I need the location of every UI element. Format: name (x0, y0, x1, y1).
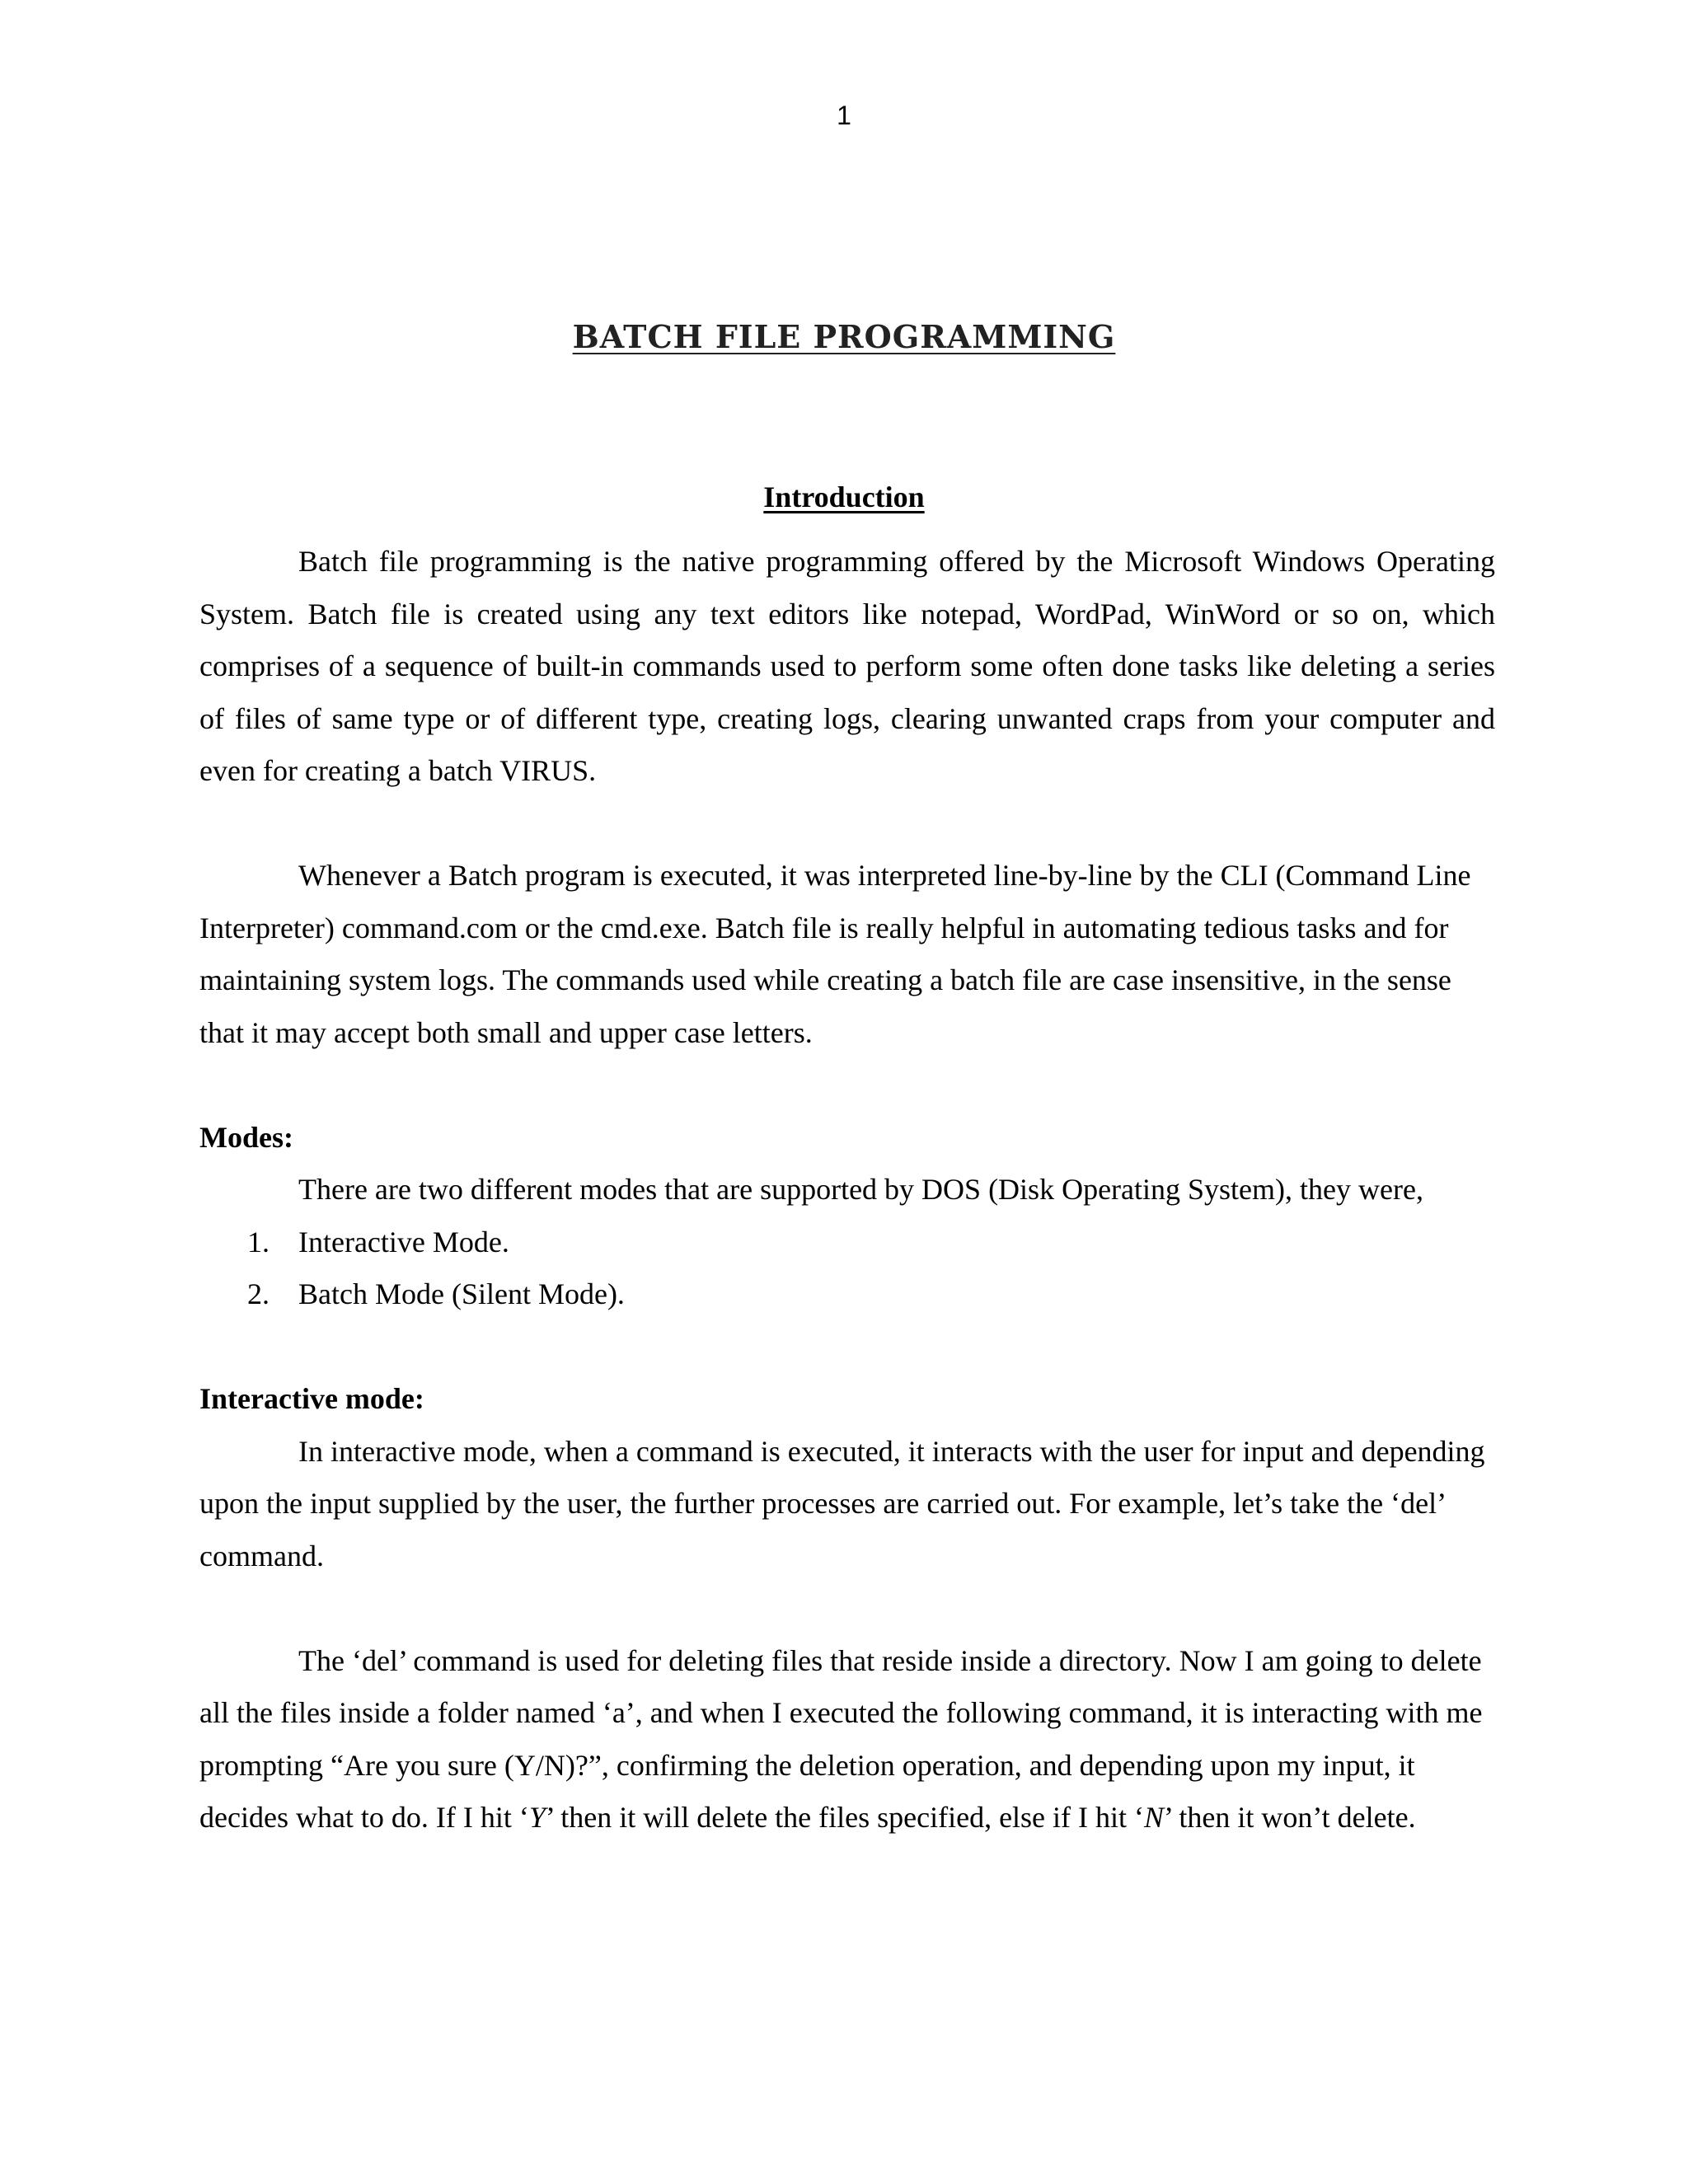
list-item-number: 1. (247, 1225, 270, 1258)
list-item-text: Batch Mode (Silent Mode). (298, 1277, 625, 1310)
modes-list (199, 1216, 1495, 1321)
page-number: 1 (837, 101, 851, 130)
spacer (199, 1059, 1495, 1112)
interactive-mode-paragraph-1: In interactive mode, when a command is executed, it interacts with the user for input and depending upon the input supplied by the user, the further processes are carried out. For example, let’s take the ‘del’ command. (199, 1434, 1485, 1572)
list-item-number: 2. (247, 1277, 270, 1310)
interactive-mode-paragraph-2 (199, 1635, 1495, 1844)
modes-intro: There are two different modes that are supported by DOS (Disk Operating System), they were, (298, 1173, 1423, 1206)
key-no: N (1144, 1801, 1165, 1834)
modes-heading: Modes: (199, 1120, 293, 1154)
paragraph-text: ’ then it won’t delete. (1164, 1801, 1416, 1834)
spacer (199, 1321, 1495, 1374)
document-body (199, 536, 1495, 1844)
spacer (199, 1582, 1495, 1635)
spacer (199, 798, 1495, 851)
interactive-mode-heading: Interactive mode: (199, 1382, 424, 1415)
introduction-paragraph-1: Batch file programming is the native programming offered by the Microsoft Windows Operating System. Batch file is created using any text editors like notepad, WordPad, WinWord or so on, which comprises of a sequence of built-in commands used to perform some often done tasks like deleting a series of files of same type or of different type, creating logs, clearing unwanted craps from your computer and even for creating a batch VIRUS. (199, 545, 1495, 787)
introduction-paragraph-2: Whenever a Batch program is executed, it was interpreted line-by-line by the CLI (Command Line Interpreter) command.com or the cmd.exe. Batch file is really helpful in automating tedious tasks and for maintaining system logs. The commands used while creating a batch file are case insensitive, in the sense that it may accept both small and upper case letters. (199, 859, 1471, 1049)
introduction-heading: Introduction (763, 480, 925, 513)
document-title: BATCH FILE PROGRAMMING (572, 318, 1116, 355)
list-item (199, 1216, 1495, 1269)
list-item-text: Interactive Mode. (298, 1225, 509, 1258)
key-yes: Y (528, 1801, 546, 1834)
paragraph-text: ’ then it will delete the files specified, else if I hit ‘ (545, 1801, 1145, 1834)
list-item (199, 1268, 1495, 1321)
paragraph-text: The ‘del’ command is used for deleting files that reside inside a directory. Now I am going to delete all the files inside a folder named ‘a’, and when I executed the following command, it is interacting with me prompting “Are you sure (Y/N)?”, confirming the deletion operation, and depending upon my input, it decides what to do. If I hit ‘ (199, 1643, 1483, 1834)
